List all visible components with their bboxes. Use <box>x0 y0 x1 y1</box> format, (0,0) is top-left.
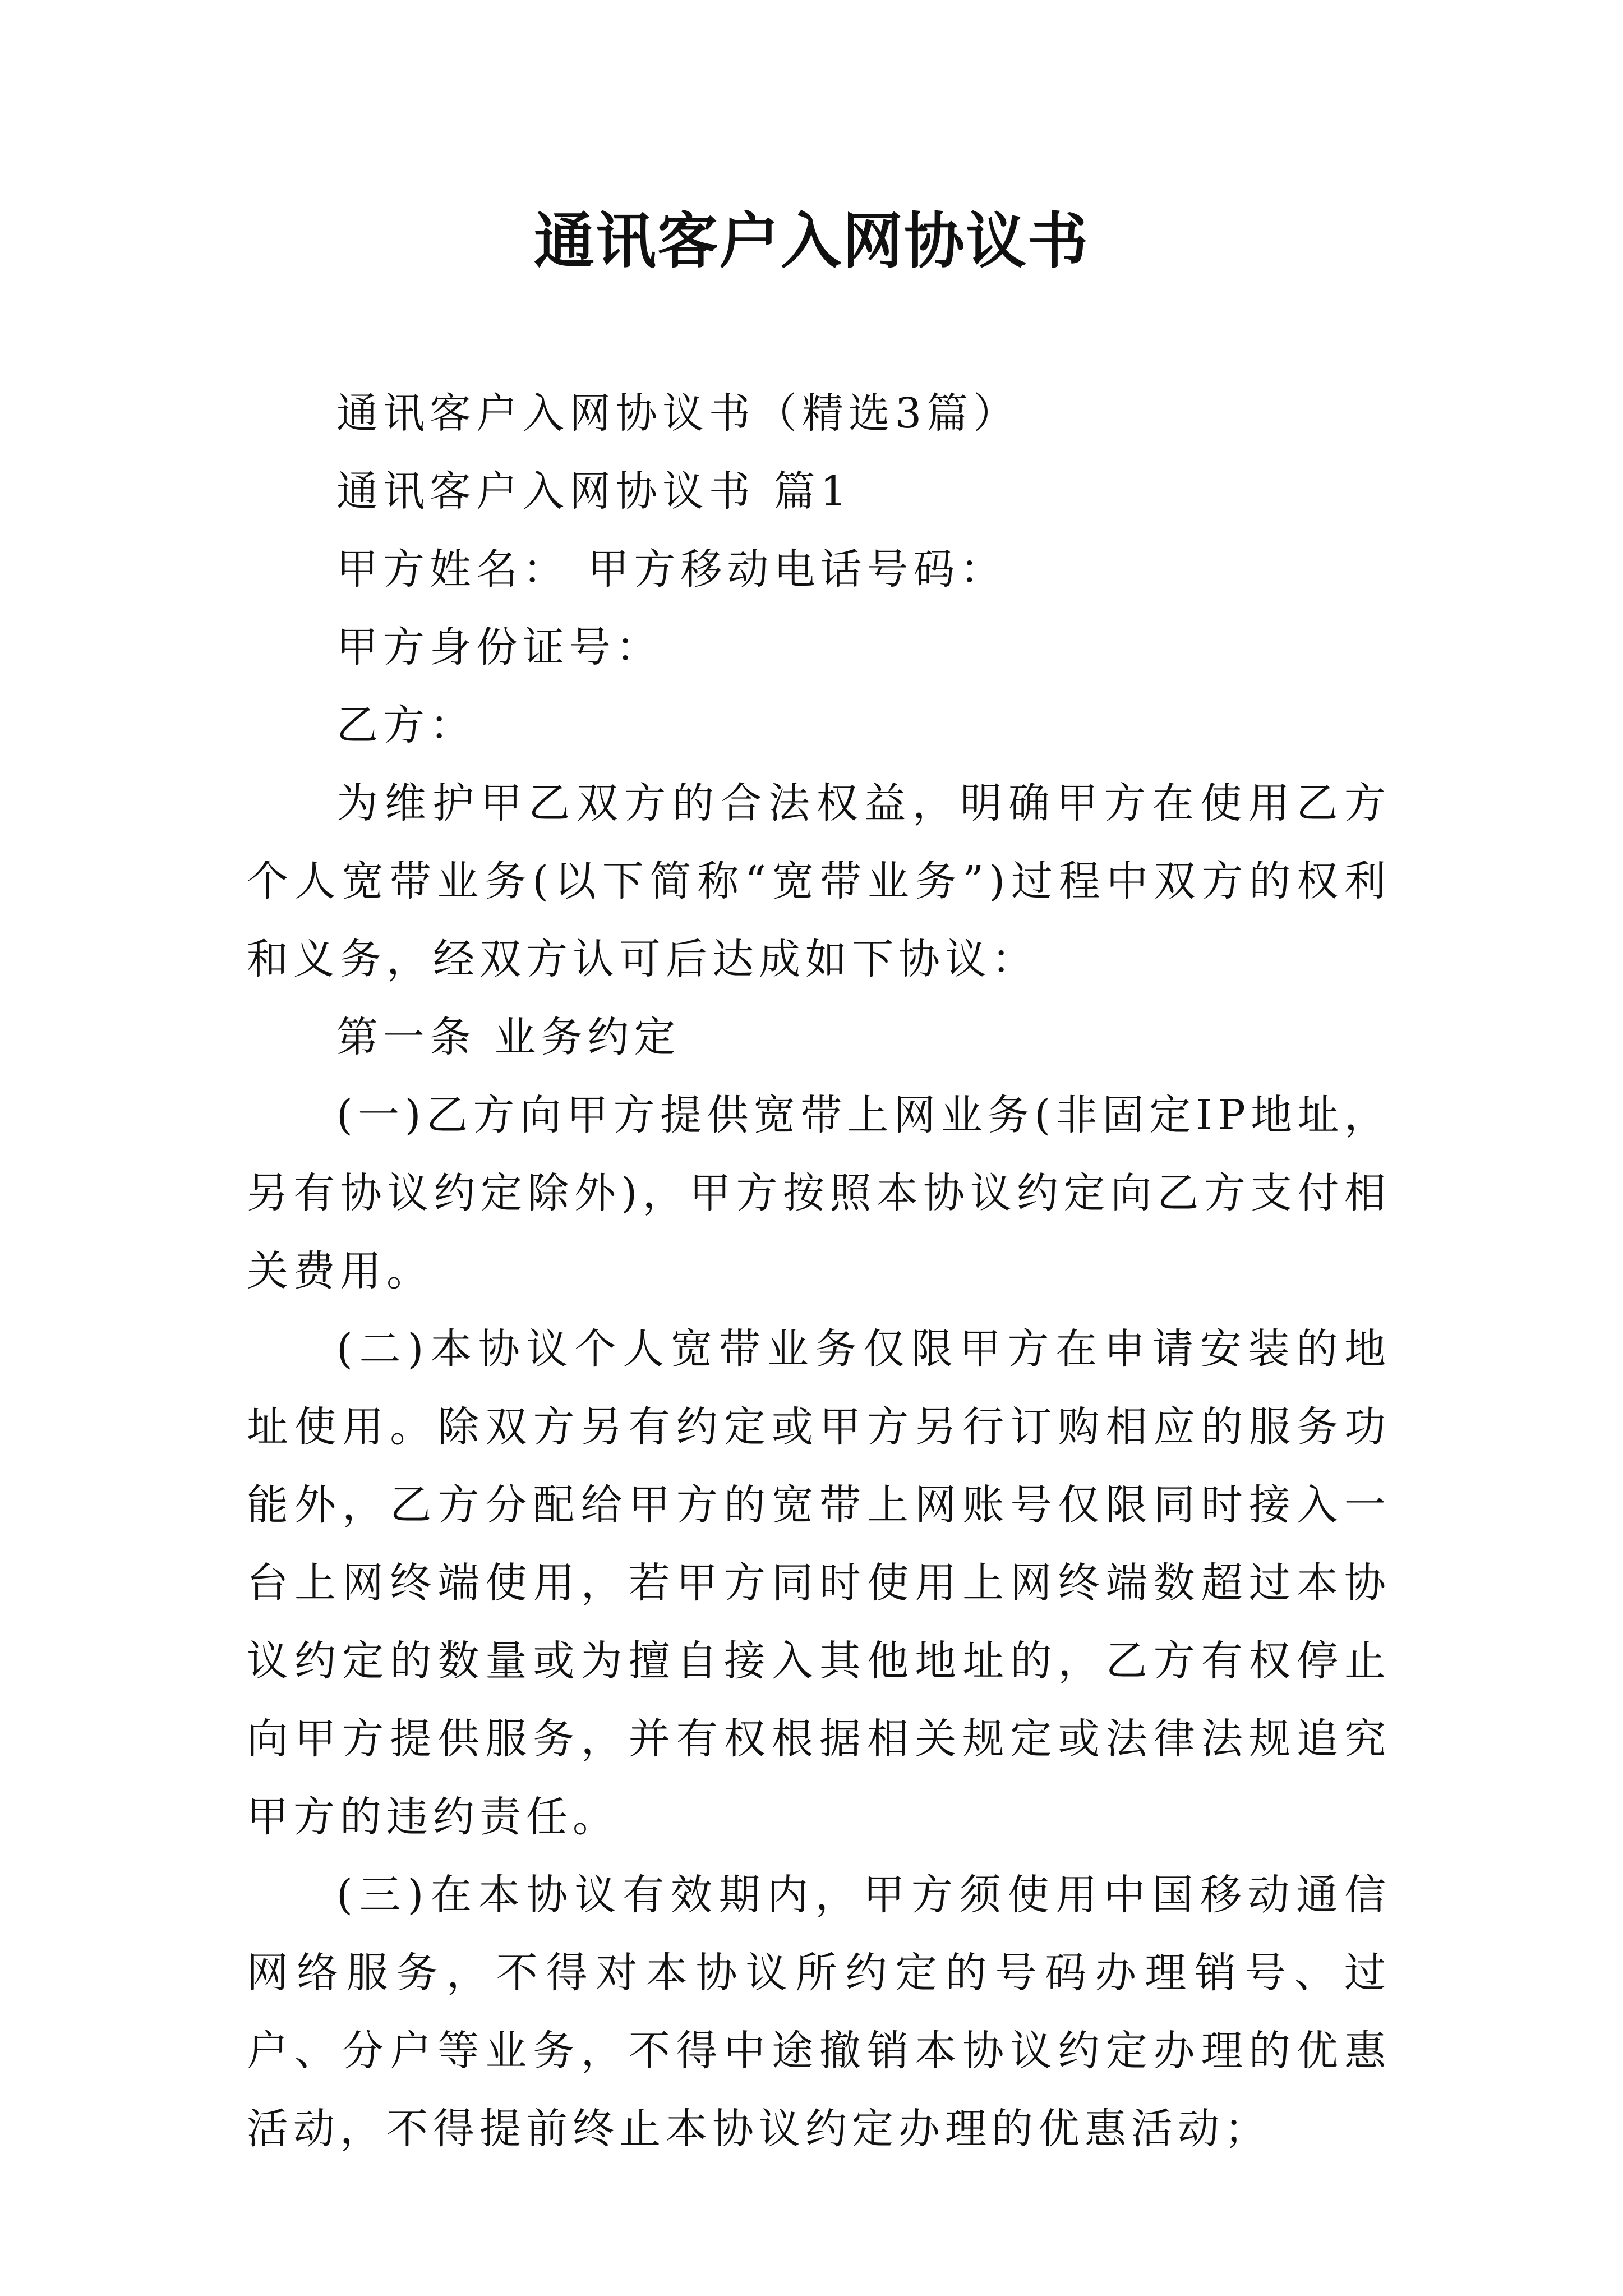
paragraph-article-1-heading: 第一条 业务约定 <box>336 1013 681 1061</box>
paragraph-clause-1: (一)乙方向甲方提供宽带上网业务(非固定IP地址，另有协议约定除外)，甲方按照本协议约定向乙方支付相关费用。 <box>247 1091 1391 1295</box>
paragraph-subtitle: 通讯客户入网协议书（精选3篇） <box>336 389 1020 438</box>
paragraph-section-heading: 通讯客户入网协议书 篇1 <box>336 467 852 516</box>
document-title: 通讯客户入网协议书 <box>533 206 1089 277</box>
paragraph-party-a-id: 甲方身份证号： <box>336 623 662 671</box>
paragraph-clause-3: (三)在本协议有效期内，甲方须使用中国移动通信网络服务，不得对本协议所约定的号码办理销号、过户、分户等业务，不得中途撤销本协议约定办理的优惠活动，不得提前终止本协议约定办理的优惠活动； <box>247 1871 1391 2153</box>
paragraph-party-a-name-phone: 甲方姓名： 甲方移动电话号码： <box>336 545 1007 593</box>
document-body <box>247 375 1391 2168</box>
paragraph-party-b: 乙方： <box>336 701 476 749</box>
paragraph-preamble: 为维护甲乙双方的合法权益，明确甲方在使用乙方个人宽带业务(以下简称“宽带业务”)过程中双方的权利和义务，经双方认可后达成如下协议： <box>247 779 1391 983</box>
paragraph-clause-2: (二)本协议个人宽带业务仅限甲方在申请安装的地址使用。除双方另有约定或甲方另行订购相应的服务功能外，乙方分配给甲方的宽带上网账号仅限同时接入一台上网终端使用，若甲方同时使用上网终端数超过本协议约定的数量或为擅自接入其他地址的，乙方有权停止向甲方提供服务，并有权根据相关规定或法律法规追究甲方的违约责任。 <box>247 1325 1391 1841</box>
